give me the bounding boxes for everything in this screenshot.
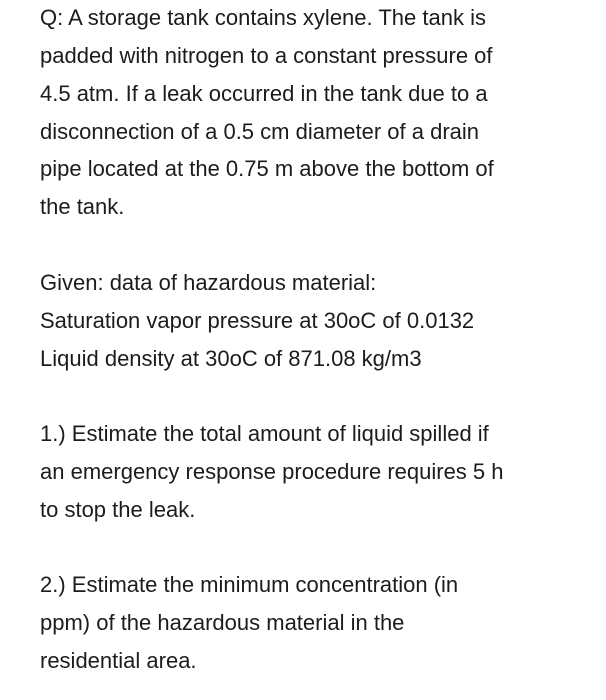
given-line: Liquid density at 30oC of 871.08 kg/m3	[40, 346, 422, 371]
question-line: pipe located at the 0.75 m above the bottom of	[40, 156, 494, 181]
question-line: padded with nitrogen to a constant pressure of	[40, 43, 493, 68]
given-line: Saturation vapor pressure at 30oC of 0.0132	[40, 308, 475, 333]
part1-line: to stop the leak.	[40, 497, 196, 522]
question-line: disconnection of a 0.5 cm diameter of a drain	[40, 119, 480, 144]
part1-line: 1.) Estimate the total amount of liquid spilled if	[40, 421, 489, 446]
part2-line: ppm) of the hazardous material in the	[40, 610, 405, 635]
given-line: Given: data of hazardous material:	[40, 270, 377, 295]
question-line: Q: A storage tank contains xylene. The tank is	[40, 5, 486, 30]
part2-line: 2.) Estimate the minimum concentration (in	[40, 572, 459, 597]
question-line: 4.5 atm. If a leak occurred in the tank due to a	[40, 81, 488, 106]
question-line: the tank.	[40, 194, 125, 219]
part1-line: an emergency response procedure requires 5 h	[40, 459, 504, 484]
part2-line: residential area.	[40, 648, 197, 673]
